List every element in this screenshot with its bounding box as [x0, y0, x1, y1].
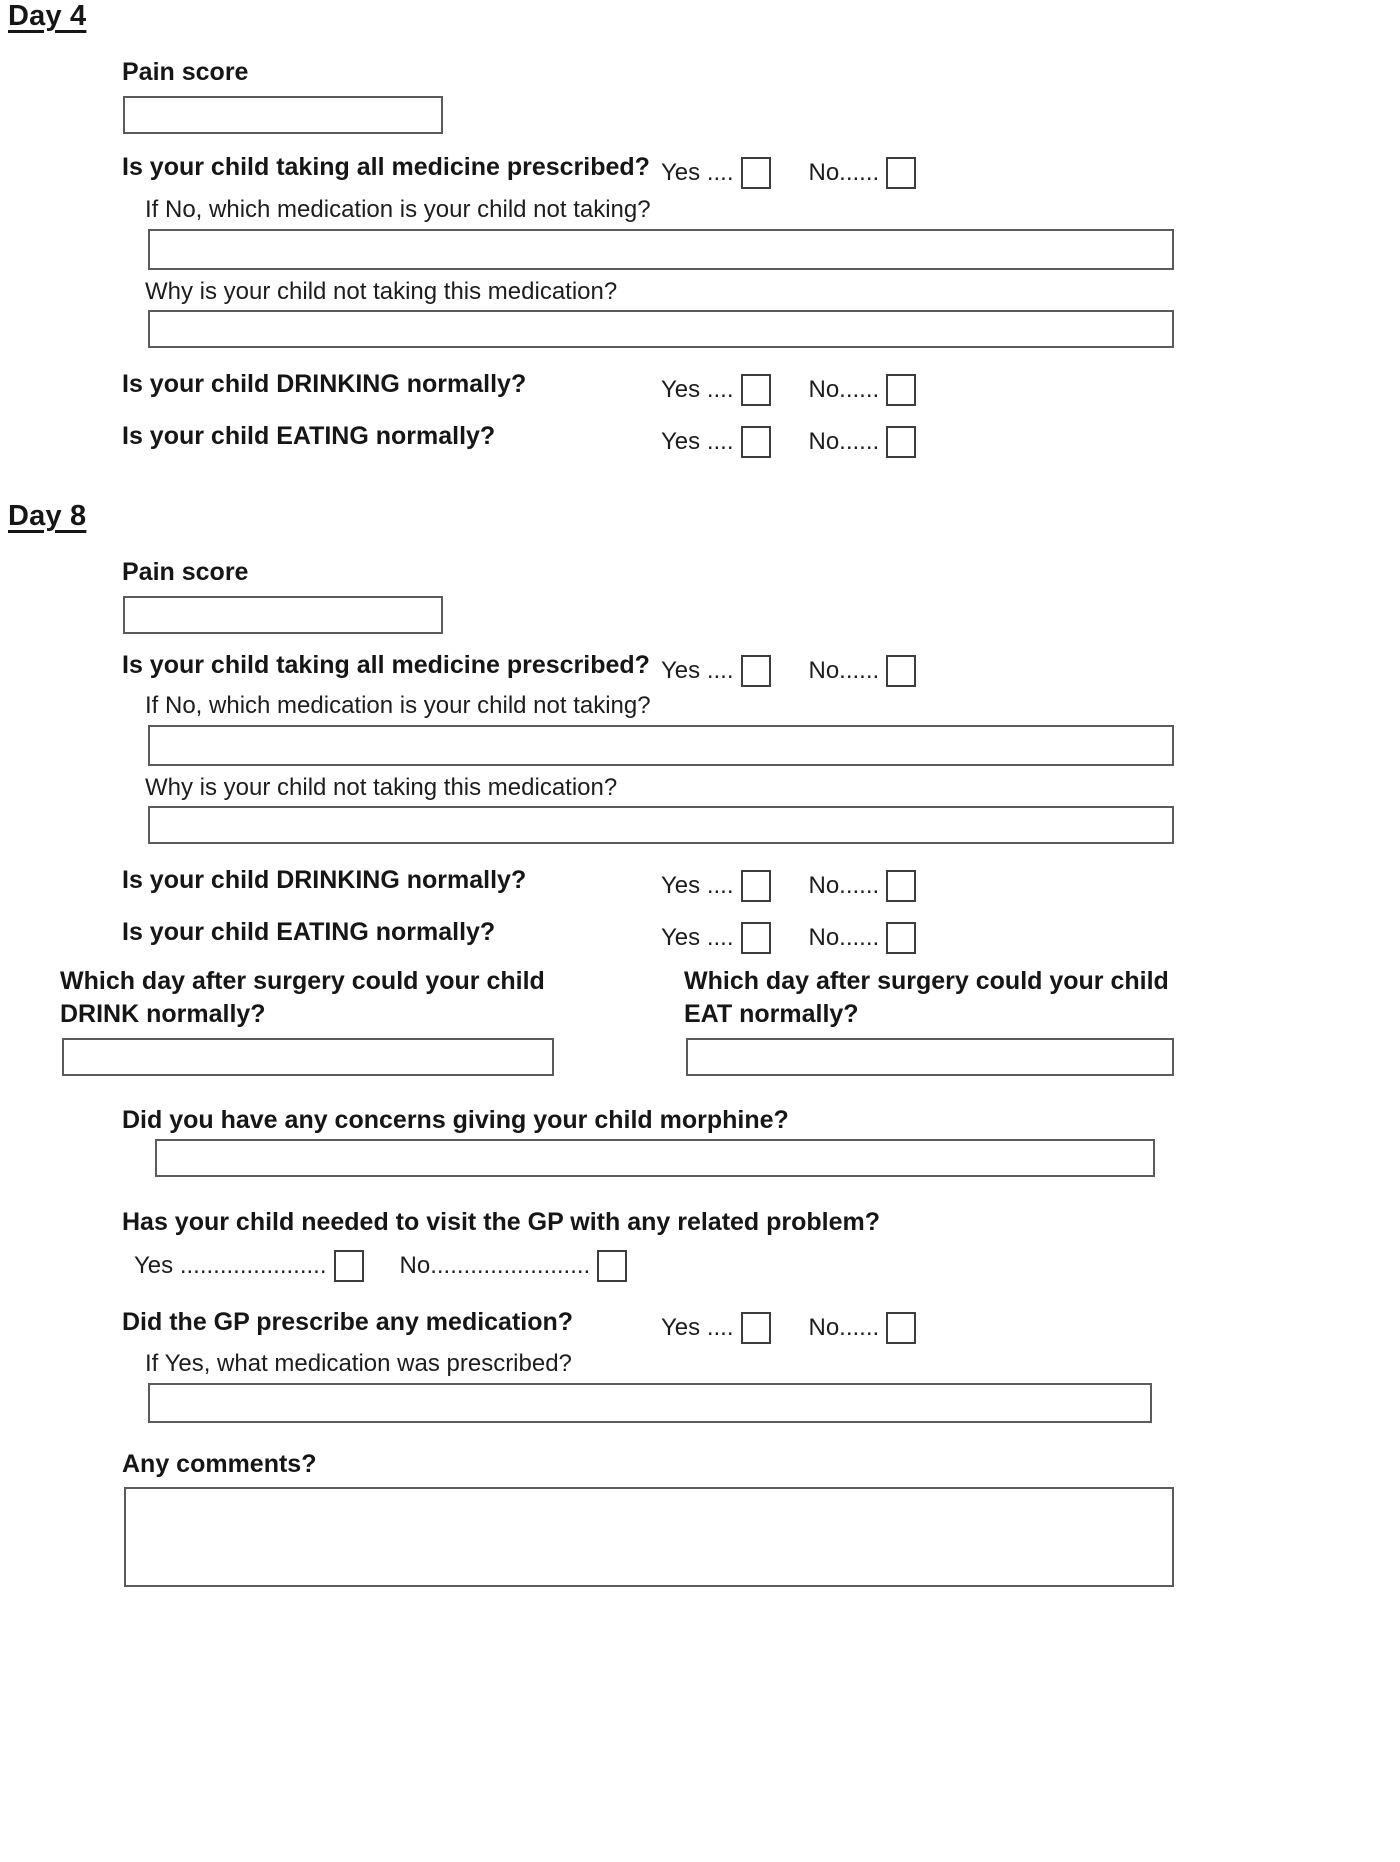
yes-label: Yes ....: [661, 872, 734, 899]
gp-prescribe-yesno-group: [661, 1312, 916, 1344]
no-label: No......: [808, 872, 880, 899]
medicine-yes-option-day-8[interactable]: [661, 655, 771, 687]
medicine-not-taking-input-day-8[interactable]: [148, 725, 1174, 766]
medicine-reason-input-day-4[interactable]: [148, 310, 1174, 348]
yes-label: Yes ......................: [134, 1252, 327, 1279]
drink-day-question-line-1: Which day after surgery could your child: [60, 967, 545, 995]
no-label: No......: [808, 924, 880, 951]
no-label: No......: [808, 1314, 880, 1341]
yes-checkbox[interactable]: [741, 157, 771, 189]
eating-yesno-group-day-4: [661, 426, 916, 458]
yes-label: Yes ....: [661, 1314, 734, 1341]
no-label: No......: [808, 159, 880, 186]
yes-checkbox[interactable]: [741, 870, 771, 902]
no-checkbox[interactable]: [886, 157, 916, 189]
pain-score-label-day-4: Pain score: [122, 58, 249, 86]
comments-question: Any comments?: [122, 1450, 317, 1478]
medicine-sub-question-2-day-8: Why is your child not taking this medication?: [145, 774, 618, 801]
yes-checkbox[interactable]: [741, 426, 771, 458]
drinking-yes-option-day-8[interactable]: [661, 870, 771, 902]
drinking-no-option-day-8[interactable]: [809, 870, 917, 902]
drink-day-question-line-2: DRINK normally?: [60, 1000, 266, 1028]
medicine-sub-question-2-day-4: Why is your child not taking this medication?: [145, 278, 618, 305]
drinking-no-option-day-4[interactable]: [809, 374, 917, 406]
drinking-question-day-4: Is your child DRINKING normally?: [122, 370, 527, 398]
no-checkbox[interactable]: [597, 1250, 627, 1282]
eating-yes-option-day-8[interactable]: [661, 922, 771, 954]
medicine-not-taking-input-day-4[interactable]: [148, 229, 1174, 270]
yes-label: Yes ....: [661, 159, 734, 186]
medicine-yesno-group-day-4: [661, 157, 916, 189]
eat-day-question-line-2: EAT normally?: [684, 1000, 859, 1028]
gp-visit-question: Has your child needed to visit the GP with any related problem?: [122, 1208, 881, 1236]
morphine-concerns-input[interactable]: [155, 1139, 1155, 1177]
yes-label: Yes ....: [661, 428, 734, 455]
pain-score-label-day-8: Pain score: [122, 558, 249, 586]
no-checkbox[interactable]: [886, 426, 916, 458]
gp-prescribe-yes-option[interactable]: [661, 1312, 771, 1344]
no-label: No......: [808, 376, 880, 403]
no-checkbox[interactable]: [886, 870, 916, 902]
yes-checkbox[interactable]: [741, 374, 771, 406]
gp-prescribe-sub-question: If Yes, what medication was prescribed?: [145, 1350, 572, 1377]
medicine-question-day-8: Is your child taking all medicine prescribed?: [122, 651, 650, 679]
pain-score-input-day-4[interactable]: [123, 96, 443, 134]
gp-visit-no-option[interactable]: [400, 1250, 628, 1282]
no-label: No......: [808, 428, 880, 455]
yes-checkbox[interactable]: [741, 1312, 771, 1344]
medicine-yes-option-day-4[interactable]: [661, 157, 771, 189]
eating-no-option-day-8[interactable]: [809, 922, 917, 954]
eating-question-day-4: Is your child EATING normally?: [122, 422, 496, 450]
medicine-yesno-group-day-8: [661, 655, 916, 687]
medicine-no-option-day-4[interactable]: [809, 157, 917, 189]
yes-checkbox[interactable]: [741, 655, 771, 687]
comments-input[interactable]: [124, 1487, 1174, 1587]
no-checkbox[interactable]: [886, 1312, 916, 1344]
section-heading-day-4: Day 4: [8, 0, 87, 32]
eating-yesno-group-day-8: [661, 922, 916, 954]
drinking-question-day-8: Is your child DRINKING normally?: [122, 866, 527, 894]
yes-label: Yes ....: [661, 924, 734, 951]
eating-question-day-8: Is your child EATING normally?: [122, 918, 496, 946]
pain-score-input-day-8[interactable]: [123, 596, 443, 634]
eating-yes-option-day-4[interactable]: [661, 426, 771, 458]
medicine-question-day-4: Is your child taking all medicine prescribed?: [122, 153, 650, 181]
no-checkbox[interactable]: [886, 655, 916, 687]
gp-visit-yes-option[interactable]: [134, 1250, 364, 1282]
no-label: No......: [808, 657, 880, 684]
drink-day-input[interactable]: [62, 1038, 554, 1076]
eating-no-option-day-4[interactable]: [809, 426, 917, 458]
medicine-sub-question-1-day-8: If No, which medication is your child not taking?: [145, 692, 651, 719]
morphine-concerns-question: Did you have any concerns giving your child morphine?: [122, 1106, 789, 1134]
gp-visit-yesno-group: [134, 1250, 627, 1282]
drinking-yesno-group-day-8: [661, 870, 916, 902]
gp-prescribed-medication-input[interactable]: [148, 1383, 1152, 1423]
no-checkbox[interactable]: [886, 922, 916, 954]
eat-day-question-line-1: Which day after surgery could your child: [684, 967, 1169, 995]
yes-label: Yes ....: [661, 657, 734, 684]
drinking-yesno-group-day-4: [661, 374, 916, 406]
no-checkbox[interactable]: [886, 374, 916, 406]
drinking-yes-option-day-4[interactable]: [661, 374, 771, 406]
medicine-no-option-day-8[interactable]: [809, 655, 917, 687]
no-label: No........................: [399, 1252, 591, 1279]
medicine-sub-question-1-day-4: If No, which medication is your child not taking?: [145, 196, 651, 223]
yes-checkbox[interactable]: [741, 922, 771, 954]
section-heading-day-8: Day 8: [8, 500, 87, 532]
gp-prescribe-no-option[interactable]: [809, 1312, 917, 1344]
gp-prescribe-question: Did the GP prescribe any medication?: [122, 1308, 574, 1336]
yes-checkbox[interactable]: [334, 1250, 364, 1282]
eat-day-input[interactable]: [686, 1038, 1174, 1076]
yes-label: Yes ....: [661, 376, 734, 403]
medicine-reason-input-day-8[interactable]: [148, 806, 1174, 844]
